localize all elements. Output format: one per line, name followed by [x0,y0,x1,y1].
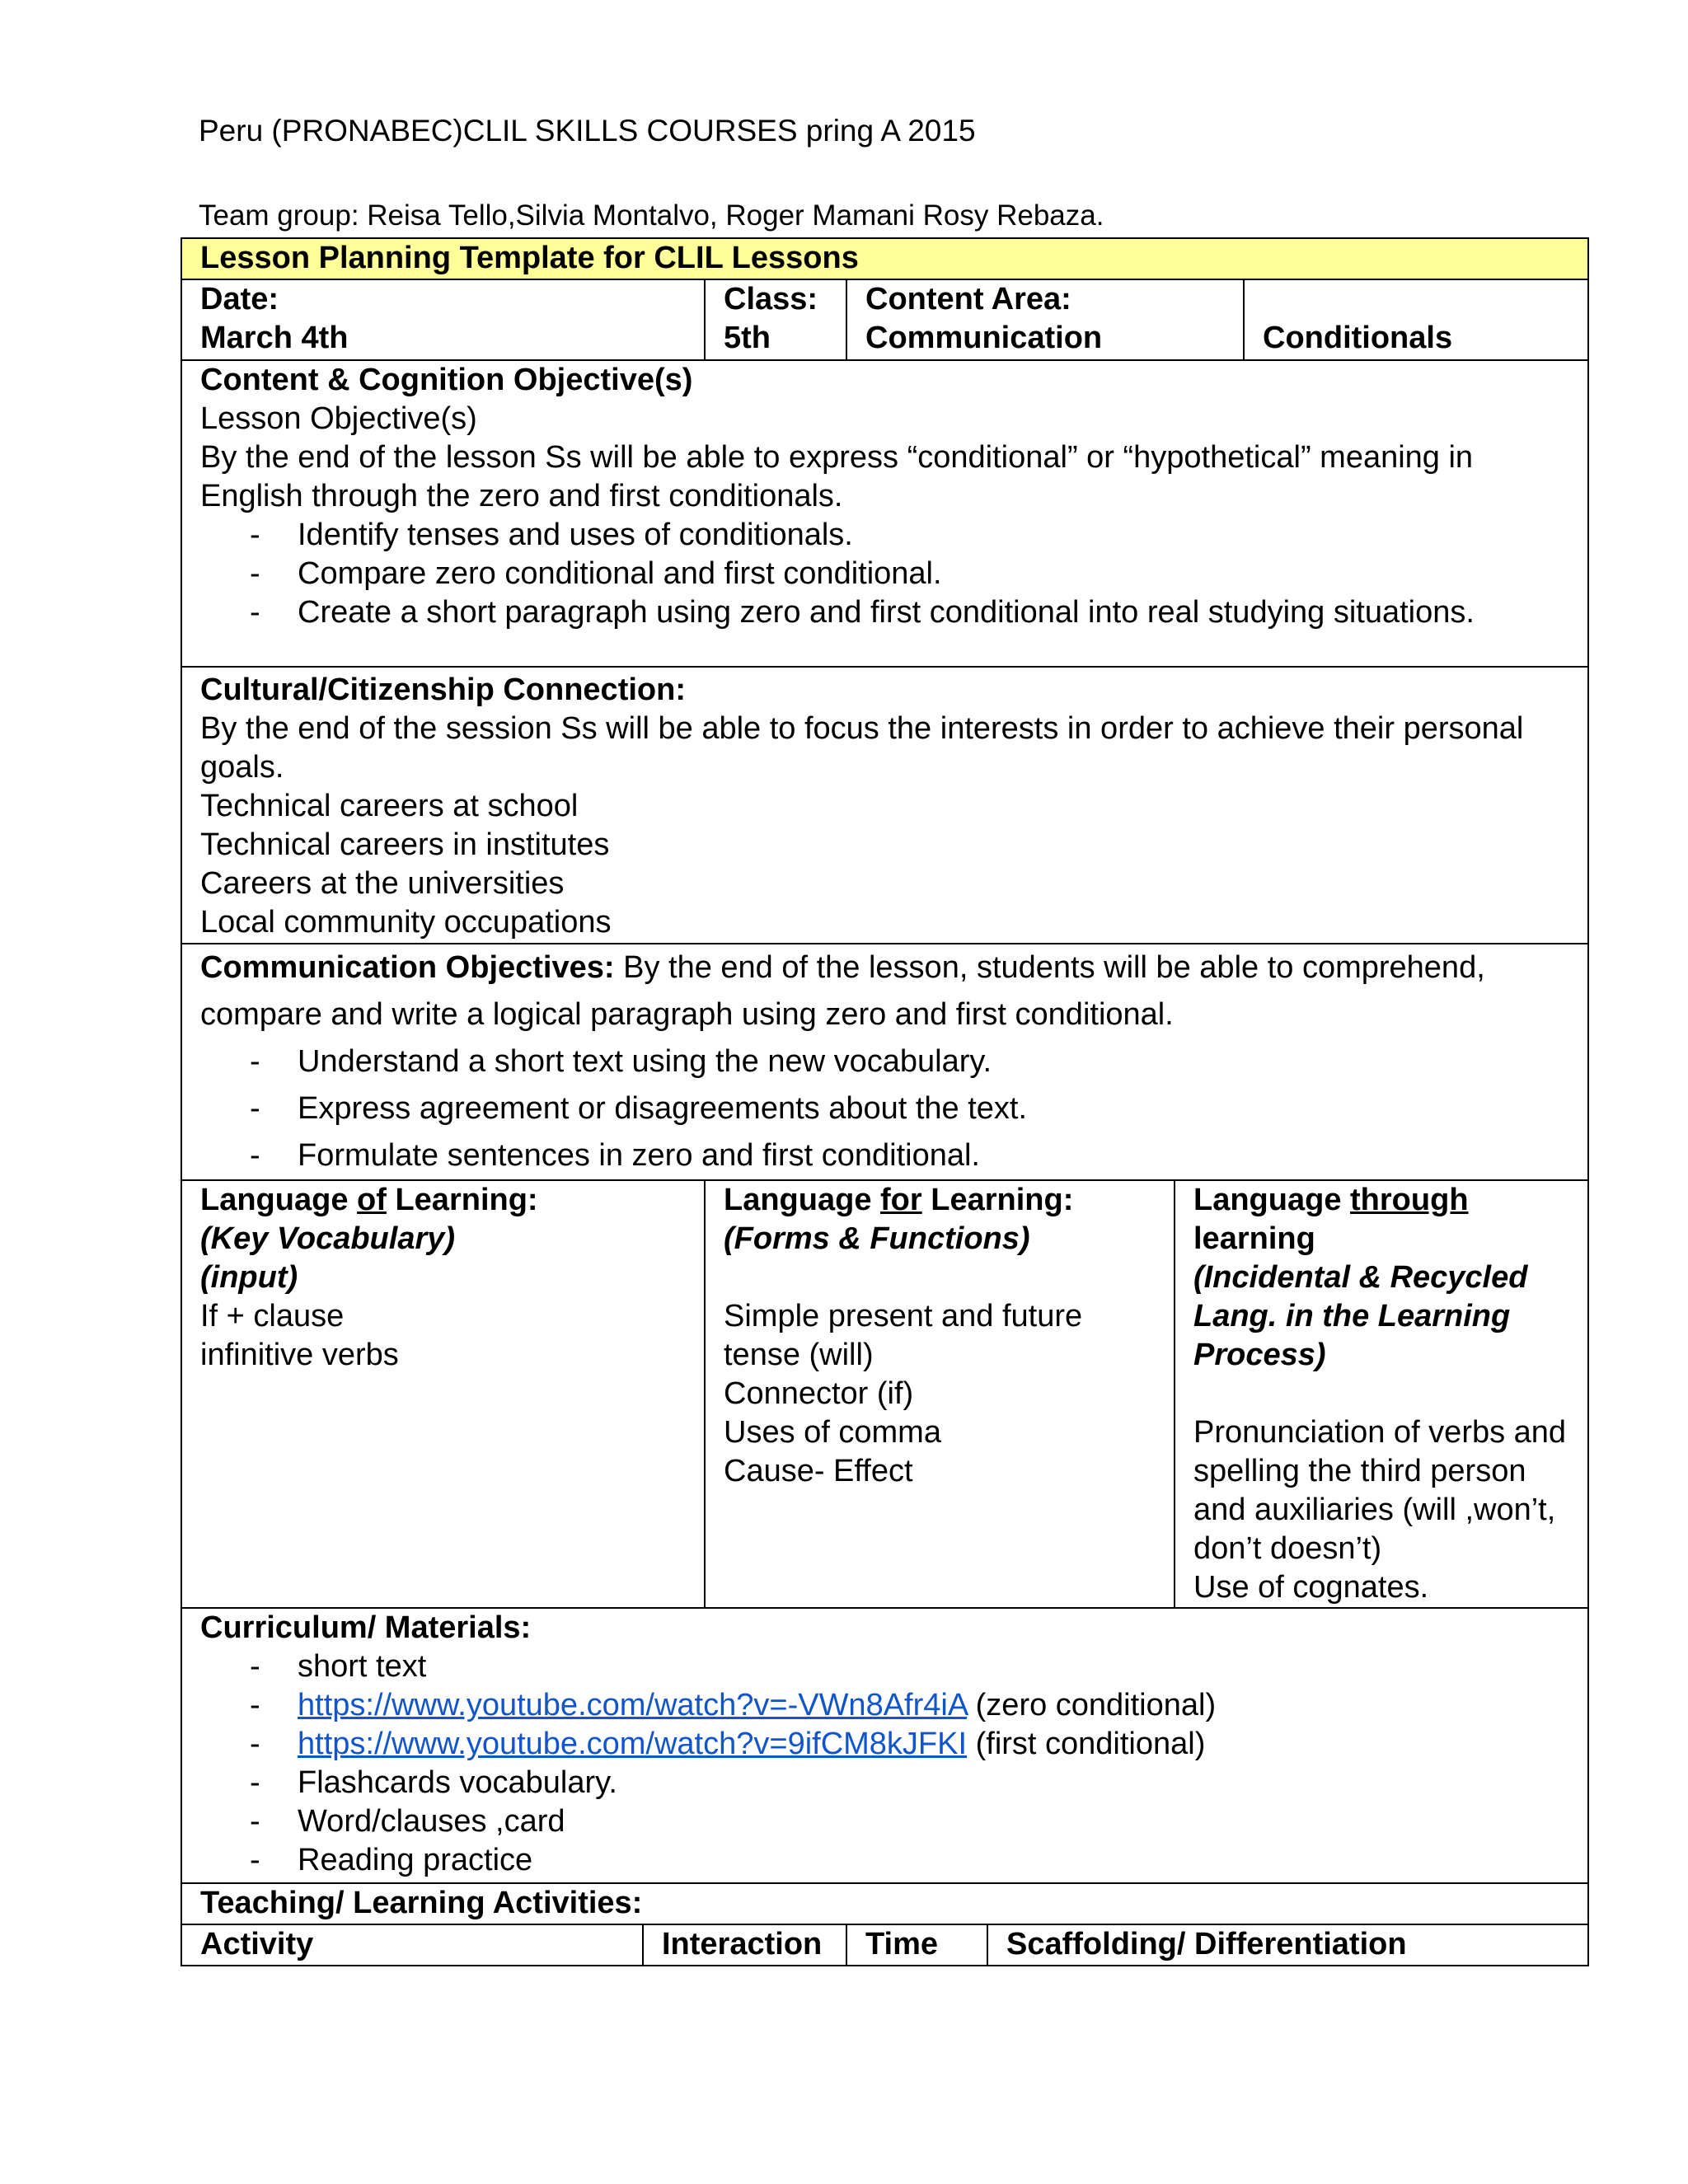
topic-value: Conditionals [1263,321,1453,355]
lesson-plan-table [181,237,1589,1966]
cultural-line: Technical careers at school [200,789,579,823]
cultural-section [181,667,1588,944]
communication-intro-text: By the end of the lesson, students will be able to comprehend, compare and write a logical paragraph using zero and first conditional. [200,950,1485,1032]
incidental-recycled-label: (Incidental & Recycled Lang. in the Learning Process) [1193,1260,1528,1372]
through-line: Use of cognates. [1193,1570,1429,1605]
content-area-value: Communication [865,321,1103,355]
date-cell [181,279,705,360]
content-area-cell [846,279,1244,360]
list-item [200,1686,1569,1725]
template-title: Lesson Planning Template for CLIL Lessons [181,238,1588,279]
class-label: Class: [724,282,818,316]
list-item: - Identify tenses and uses of conditionals. [200,516,1569,555]
team-group: Team group: Reisa Tello,Silvia Montalvo, Roger Mamani Rosy Rebaza. [199,199,1104,232]
cultural-line: Careers at the universities [200,866,565,901]
list-item: - Express agreement or disagreements about the text. [200,1085,1569,1132]
zero-conditional-video-link[interactable]: https://www.youtube.com/watch?v=-VWn8Afr4iA [298,1688,968,1722]
forms-functions-label: (Forms & Functions) [724,1221,1030,1256]
list-item: - Formulate sentences in zero and first conditional. [200,1132,1569,1179]
communication-intro [200,944,1569,1038]
activities-heading: Teaching/ Learning Activities: [181,1883,1588,1924]
language-of-learning-heading: Language of Learning: [200,1183,538,1217]
language-for-learning-cell [705,1180,1175,1608]
list-item: - Create a short paragraph using zero and first conditional into real studying situations. [200,593,1569,632]
vocab-line: infinitive verbs [200,1338,399,1372]
forms-line: Connector (if) [724,1376,914,1411]
lesson-objectives-list [200,516,1569,632]
content-cognition-heading: Content & Cognition Objective(s) [200,363,693,397]
language-for-learning-heading: Language for Learning: [724,1183,1074,1217]
interaction-column-header: Interaction [643,1924,846,1966]
lesson-objectives-intro: By the end of the lesson Ss will be able to express “conditional” or “hypothetical” meaning in English through the zero and first conditionals. [200,440,1474,513]
forms-line: Uses of comma [724,1415,941,1450]
list-item: - Compare zero conditional and first conditional. [200,555,1569,593]
communication-list [200,1038,1569,1179]
activity-column-header: Activity [181,1924,643,1966]
cultural-line: Technical careers in institutes [200,827,610,862]
page-title: Peru (PRONABEC)CLIL SKILLS COURSES pring A 2015 [199,114,976,148]
class-value: 5th [724,321,771,355]
materials-section [181,1608,1588,1883]
forms-line: Simple present and future tense (will) [724,1299,1083,1372]
list-item: - short text [200,1647,1569,1686]
topic-cell [1244,279,1588,360]
cultural-heading: Cultural/Citizenship Connection: [200,673,686,707]
cultural-intro: By the end of the session Ss will be able to focus the interests in order to achieve their personal goals. [200,711,1524,785]
cultural-line: Local community occupations [200,905,612,940]
forms-line: Cause- Effect [724,1454,913,1488]
class-cell [705,279,846,360]
communication-section [181,944,1588,1180]
language-of-learning-cell [181,1180,705,1608]
list-item: - Flashcards vocabulary. [200,1764,1569,1802]
content-cognition-section [181,360,1588,667]
date-label: Date: [200,282,279,316]
key-vocabulary-label: (Key Vocabulary) [200,1221,456,1256]
lesson-objectives-subheading: Lesson Objective(s) [200,401,477,436]
link-note: (zero conditional) [967,1688,1217,1722]
materials-heading: Curriculum/ Materials: [200,1610,532,1645]
language-through-learning-heading: Language through learning [1193,1183,1469,1256]
through-line: Pronunciation of verbs and spelling the third person and auxiliaries (will ,won’t, don’t doesn’t) [1193,1415,1567,1566]
input-label: (input) [200,1260,298,1295]
first-conditional-video-link[interactable]: https://www.youtube.com/watch?v=9ifCM8kJFKI [298,1727,968,1761]
list-item [200,1725,1569,1764]
content-area-label: Content Area: [865,282,1071,316]
vocab-line: If + clause [200,1299,345,1333]
scaffolding-column-header: Scaffolding/ Differentiation [987,1924,1588,1966]
time-column-header: Time [846,1924,987,1966]
materials-list [200,1647,1569,1880]
language-through-learning-cell [1175,1180,1588,1608]
list-item: - Understand a short text using the new vocabulary. [200,1038,1569,1085]
list-item: - Word/clauses ,card [200,1802,1569,1841]
list-item: - Reading practice [200,1841,1569,1880]
communication-heading: Communication Objectives: [200,950,615,985]
date-value: March 4th [200,321,349,355]
link-note: (first conditional) [967,1727,1206,1761]
